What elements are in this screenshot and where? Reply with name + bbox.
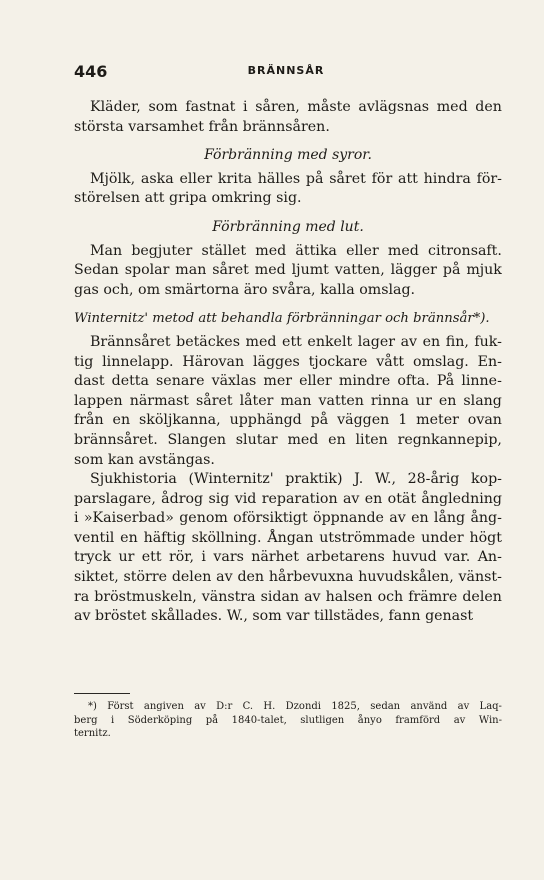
text-line: siktet, större delen av den hårbevuxna huvudskålen, vänst-: [74, 569, 502, 586]
paragraph: [74, 98, 502, 137]
text-line: Man begjuter stället med ättika eller med citronsaft.: [90, 242, 502, 259]
text-line: Mjölk, aska eller krita hälles på såret för att hindra för-: [90, 170, 502, 187]
text-line: ventil en häftig sköllning. Ångan utströmmade under högt: [74, 529, 502, 546]
footnote-rule: [74, 693, 130, 694]
text-line: tryck ur ett rör, i vars närhet arbetarens huvud var. An-: [74, 549, 502, 566]
running-title: BRÄNNSÅR: [247, 64, 325, 77]
text-line: Kläder, som fastnat i såren, måste avlägsnas med den: [90, 99, 502, 115]
paragraph: [74, 170, 502, 209]
page-header: [74, 62, 498, 82]
text-line: från en sköljkanna, upphängd på väggen 1 meter ovan: [74, 412, 502, 429]
text-line: parslagare, ådrog sig vid reparation av en otät ångledning: [74, 490, 502, 507]
text-line: Brännsåret betäckes med ett enkelt lager av en fin, fuk-: [90, 333, 502, 350]
text-line: tig linnelapp. Härovan lägges tjockare vått omslag. En-: [74, 353, 502, 370]
text-line: som kan avstängas.: [74, 451, 215, 468]
text-line: största varsamhet från brännsåren.: [74, 118, 330, 135]
footnote-line: berg i Söderköping på 1840-talet, slutligen ånyo framförd av Win-: [74, 714, 502, 726]
text-line: lappen närmast såret låter man vatten rinna ur en slang: [74, 392, 502, 409]
text-line: störelsen att gripa omkring sig.: [74, 190, 302, 207]
text-line: Sjukhistoria (Winternitz' praktik) J. W., 28-årig kop-: [90, 471, 502, 488]
text-line: brännsåret. Slangen slutar med en liten regnkannepip,: [74, 431, 502, 448]
paragraph: [74, 242, 502, 301]
text-line: av bröstet skållades. W., som var tillstädes, fann genast: [74, 608, 474, 625]
footnote-line: *) Först angiven av D:r C. H. Dzondi 1825, sedan använd av Laq-: [88, 701, 502, 712]
text-line: dast detta senare växlas mer eller mindre ofta. På linne-: [74, 373, 502, 390]
paragraph: [74, 333, 502, 470]
page-body: [74, 98, 502, 627]
text-line: gas och, om smärtorna äro svåra, kalla omslag.: [74, 281, 416, 298]
text-line: i »Kaiserbad» genom oförsiktigt öppnande av en lång ång-: [74, 510, 502, 527]
footnotes: [74, 700, 502, 741]
text-line: ra bröstmuskeln, vänstra sidan av halsen och främre delen: [74, 588, 502, 605]
paragraph: [74, 470, 502, 627]
text-line: Sedan spolar man såret med ljumt vatten, lägger på mjuk: [74, 262, 502, 279]
section-heading: Förbränning med lut.: [212, 218, 364, 235]
section-heading: Winternitz' metod att behandla förbränningar och brännsår*).: [74, 311, 490, 327]
footnote-line: ternitz.: [74, 728, 111, 739]
page-number: 446: [74, 62, 108, 81]
section-heading: Förbränning med syror.: [204, 147, 372, 164]
